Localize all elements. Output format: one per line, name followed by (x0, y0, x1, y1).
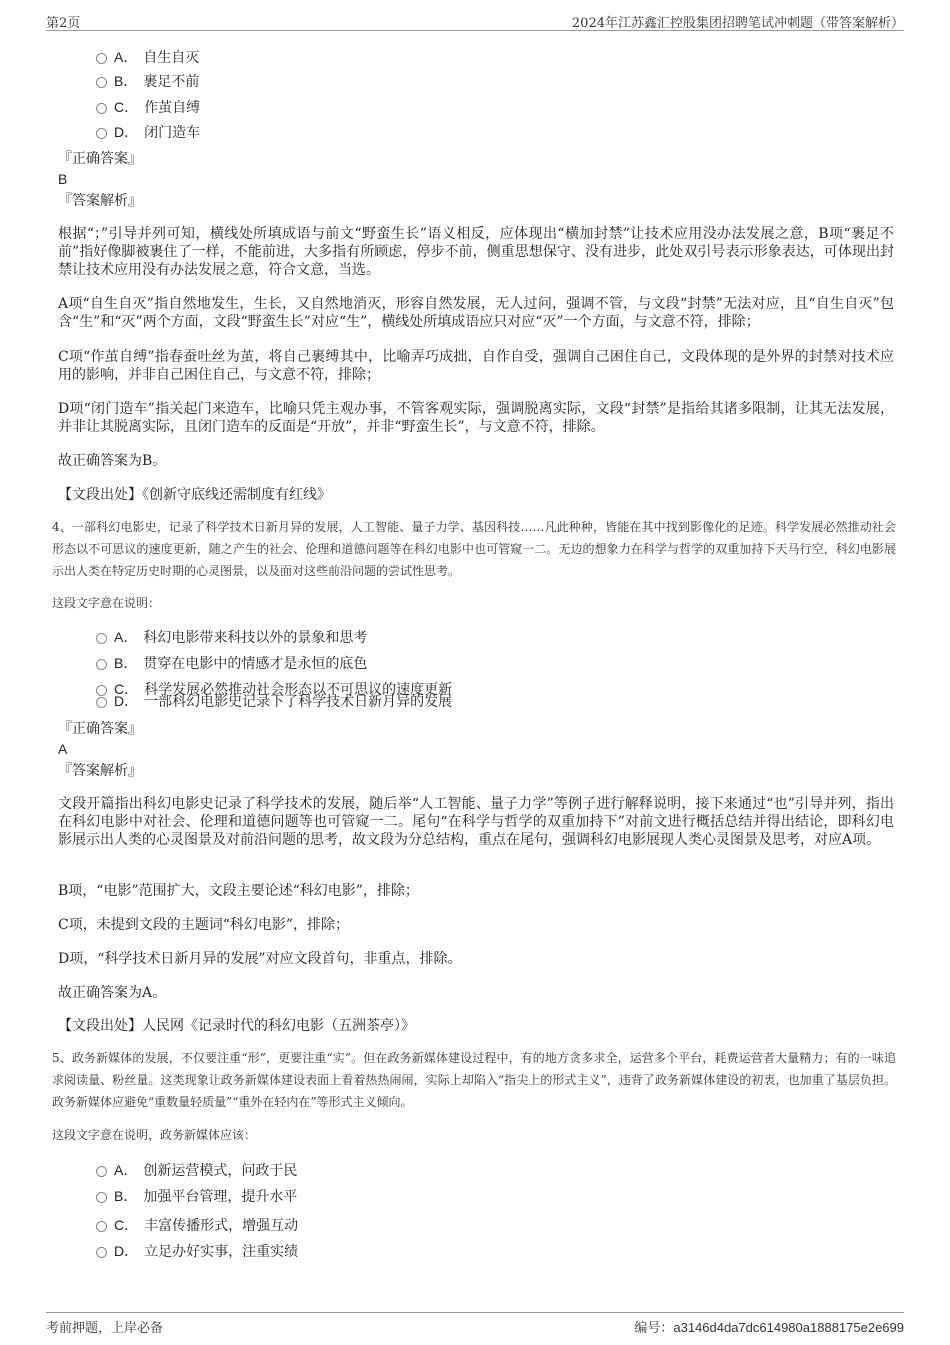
radio-icon[interactable] (96, 659, 107, 670)
q3-answer: B (58, 171, 68, 187)
radio-icon[interactable] (96, 77, 107, 88)
q5-option-d[interactable]: D． 立足办好实事，注重实绩 (96, 1242, 298, 1261)
q3-option-b[interactable]: B． 裹足不前 (96, 72, 199, 91)
radio-icon[interactable] (96, 1166, 107, 1177)
document-title: 2024年江苏鑫汇控股集团招聘笔试冲刺题（带答案解析） (571, 16, 904, 31)
code-value: a3146d4da7dc614980a1888175e2e699 (673, 1320, 904, 1335)
q4-question-text: 4、一部科幻电影史，记录了科学技术日新月异的发展，人工智能、量子力学、基因科技……凡此种种，皆能在其中找到影像化的足迹。科学发展必然推动社会形态以不可思议的速度更新，随之产生的社会、伦理和道德问题等在科幻电影中也可管窥一二。无边的想象力在科学与哲学的双重加持下天马行空，科幻电影展示出人类在特定历史时期的心灵图景，以及面对这些前沿问题的尝试性思考。 (52, 520, 896, 578)
radio-icon[interactable] (96, 1221, 107, 1232)
q3-analysis-para: A项“自生自灭”指自然地发生，生长，又自然地消灭，形容自然发展，无人过问，强调不管，与文段“封禁”无法对应，且“自生自灭”包含“生”和“灭”两个方面，文段“野蛮生长”对应“生”，横线处所填成语应只对应“灭”一个方面，与文意不符，排除； (58, 296, 894, 330)
q4-option-c[interactable]: C． 科学发展必然推动社会形态以不可思议的速度更新 (96, 680, 452, 699)
q4-option-b[interactable]: B． 贯穿在电影中的情感才是永恒的底色 (96, 654, 367, 673)
radio-icon[interactable] (96, 1192, 107, 1203)
q5-stem: 这段文字意在说明，政务新媒体应该： (52, 1128, 257, 1142)
q5-question-text: 5、政务新媒体的发展，不仅要注重“形”，更要注重“实”。但在政务新媒体建设过程中，有的地方贪多求全，运营多个平台，耗费运营者大量精力；有的一味追求阅读量、粉丝量。这类现象让政务新媒体建设表面上看着热热闹闹，实际上却陷入“指尖上的形式主义”，违背了政务新媒体建设的初衷，也加重了基层负担。政务新媒体应避免“重数量轻质量”“重外在轻内在”等形式主义倾向。 (52, 1051, 896, 1109)
page-header (46, 12, 904, 31)
q4-answer-label: 『正确答案』 (58, 721, 142, 737)
q5-option-c[interactable]: C． 丰富传播形式，增强互动 (96, 1216, 298, 1235)
q4-analysis-para: D项，“科学技术日新月异的发展”对应文段首句，非重点，排除。 (58, 951, 462, 967)
page-footer (46, 1312, 904, 1336)
q4-analysis-para: C项，未提到文段的主题词“科幻电影”，排除； (58, 917, 350, 933)
radio-icon[interactable] (96, 697, 107, 708)
q4-analysis-label: 『答案解析』 (58, 763, 142, 779)
q3-analysis-para: C项“作茧自缚”指春蚕吐丝为茧，将自己裹缚其中，比喻弄巧成拙，自作自受，强调自己困住自己，文段体现的是外界的封禁对技术应用的影响，并非自己困住自己，与文意不符，排除； (58, 349, 894, 383)
footer-slogan: 考前押题，上岸必备 (46, 1321, 164, 1336)
radio-icon[interactable] (96, 1247, 107, 1258)
q3-answer-label: 『正确答案』 (58, 151, 142, 167)
q3-conclusion: 故正确答案为B。 (58, 453, 167, 469)
q4-conclusion: 故正确答案为A。 (58, 985, 167, 1001)
q4-option-a[interactable]: A． 科幻电影带来科技以外的景象和思考 (96, 628, 367, 647)
q3-option-a[interactable]: A． 自生自灭 (96, 48, 199, 67)
q4-stem: 这段文字意在说明： (52, 596, 161, 610)
page-number: 第2页 (46, 16, 81, 31)
q5-option-a[interactable]: A． 创新运营模式，问政于民 (96, 1161, 297, 1180)
code-label: 编号： (634, 1321, 674, 1336)
q3-source: 【文段出处】《创新守底线还需制度有红线》 (58, 487, 331, 503)
q4-answer: A (58, 741, 68, 757)
radio-icon[interactable] (96, 53, 107, 64)
q3-option-c[interactable]: C． 作茧自缚 (96, 98, 200, 117)
q3-analysis-para: 根据“；”引导并列可知，横线处所填成语与前文“野蛮生长”语义相反，应体现出“横加封禁”让技术应用没办法发展之意，B项“裹足不前”指好像脚被裹住了一样，不能前进，大多指有所顾虑，停步不前，侧重思想保守、没有进步，此处双引号表示形象表达，可体现出封禁让技术应用没有办法发展之意，符合文意，当选。 (58, 226, 894, 278)
q4-option-d[interactable]: D． 一部科幻电影史记录下了科学技术日新月异的发展 (96, 692, 452, 711)
q4-analysis-para: 文段开篇指出科幻电影史记录了科学技术的发展，随后举“人工智能、量子力学”等例子进行解释说明，接下来通过“也”引导并列，指出在科幻电影中对社会、伦理和道德问题等也可管窥一二。尾句“在科学与哲学的双重加持下”对前文进行概括总结并得出结论，即科幻电影展示出人类的心灵图景及对前沿问题的思考，故文段为分总结构，重点在尾句，强调科幻电影展现人类心灵图景及思考，对应A项。 (58, 796, 894, 848)
radio-icon[interactable] (96, 633, 107, 644)
q3-analysis-para: D项“闭门造车”指关起门来造车，比喻只凭主观办事，不管客观实际，强调脱离实际，文段“封禁”是指给其诸多限制，让其无法发展，并非让其脱离实际，且闭门造车的反面是“开放”，并非“野蛮生长”，与文意不符，排除。 (58, 401, 894, 435)
radio-icon[interactable] (96, 128, 107, 139)
q4-analysis-para: B项，“电影”范围扩大，文段主要论述“科幻电影”，排除； (58, 883, 419, 899)
q5-option-b[interactable]: B． 加强平台管理，提升水平 (96, 1187, 297, 1206)
footer-code (634, 1317, 904, 1336)
q3-analysis-label: 『答案解析』 (58, 193, 142, 209)
q3-option-d[interactable]: D． 闭门造车 (96, 123, 200, 142)
radio-icon[interactable] (96, 103, 107, 114)
q4-source: 【文段出处】人民网《记录时代的科幻电影（五洲茶亭）》 (58, 1018, 415, 1034)
